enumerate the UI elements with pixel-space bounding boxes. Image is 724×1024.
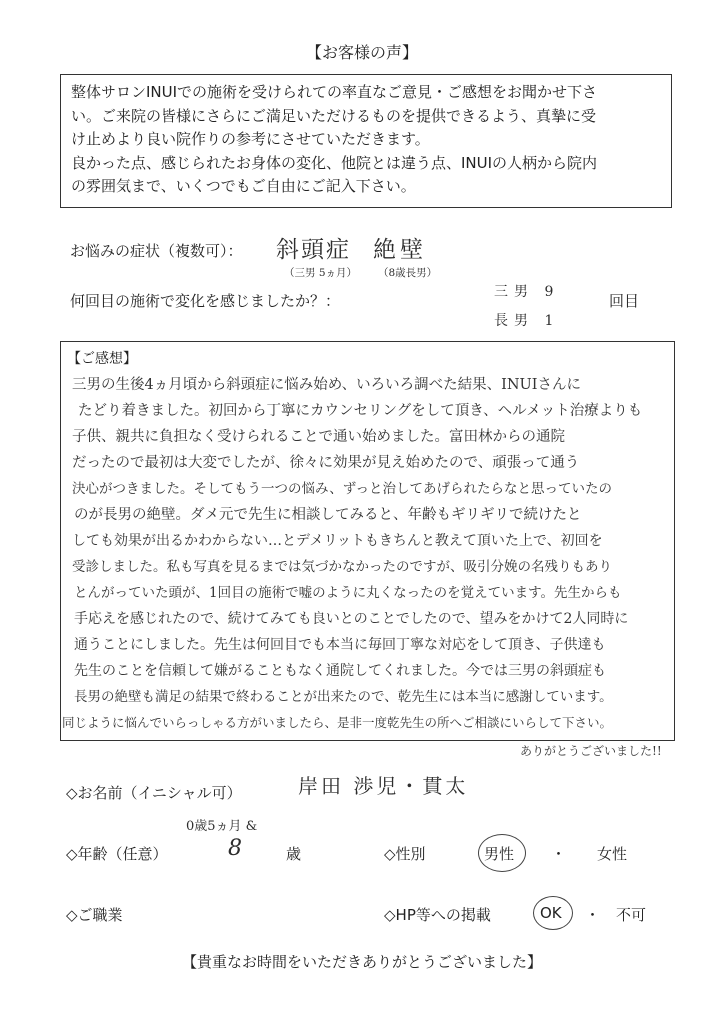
intro-box [60, 74, 672, 208]
age-unit: 歳 [286, 845, 302, 863]
intro-line: い。ご来院の皆様にさらにご満足いただけるものを提供できるよう、真摯に受 [71, 106, 597, 125]
impressions-line: 同じように悩んでいらっしゃる方がいましたら、是非一度乾先生の所へご相談にいらして下さい。 [62, 715, 613, 730]
impressions-line: とんがっていた頭が、1回目の施術で嘘のように丸くなったのを覚えています。先生からも [74, 585, 622, 601]
symptoms-note-1: （三男 5ヵ月） [284, 267, 358, 279]
publish-option-ng[interactable]: 不可 [616, 906, 647, 924]
impressions-line: 三男の生後4ヵ月頃から斜頭症に悩み始め、いろいろ調べた結果、INUIさんに [72, 377, 582, 393]
footer-thanks: 【貴重なお時間をいただきありがとうございました】 [181, 953, 542, 971]
impressions-line: 長男の絶壁も満足の結果で終わることが出来たので、乾先生には本当に感謝しています。 [74, 689, 613, 705]
occupation-label: ◇ご職業 [66, 906, 123, 924]
impressions-line: 子供、親共に負担なく受けられることで通い始めました。富田林からの通院 [72, 429, 565, 445]
intro-line: の雰囲気まで、いくつでもご自由にご記入下さい。 [71, 177, 416, 195]
impressions-line: だったので最初は大変でしたが、徐々に効果が見え始めたので、頑張って通う [72, 455, 580, 471]
publish-option-ok[interactable]: OK [540, 904, 562, 922]
symptoms-note-2: （8歳長男） [378, 267, 438, 279]
publish-separator: ・ [585, 906, 601, 924]
symptoms-answer-2: 絶壁 [373, 237, 427, 263]
impressions-line: たどり着きました。初回から丁寧にカウンセリングをして頂き、ヘルメット治療よりも [78, 403, 643, 419]
sessions-unit: 回目 [609, 292, 640, 310]
intro-line: 良かった点、感じられたお身体の変化、他院とは違う点、INUIの人柄から院内 [71, 153, 598, 172]
publish-label: ◇HP等への掲載 [384, 906, 491, 924]
sessions-answer-2: 長男 1 [494, 313, 560, 329]
impressions-line: 手応えを感じれたので、続けてみても良いとのことでしたので、望みをかけて2人同時に [74, 611, 629, 627]
age-note: 0歳5ヵ月 & [186, 819, 258, 834]
name-answer: 岸田 渉児・貫太 [298, 774, 469, 798]
impressions-line: のが長男の絶壁。ダメ元で先生に相談してみると、年齢もギリギリで続けたと [74, 507, 582, 523]
symptoms-label: お悩みの症状（複数可）： [70, 242, 243, 260]
form-title: 【お客様の声】 [305, 43, 418, 62]
sessions-answer-1: 三男 9 [494, 284, 560, 300]
intro-line: け止めより良い院作りの参考にさせていただきます。 [71, 130, 430, 148]
impressions-line: しても効果が出るかわからない…とデメリットもきちんと教えて頂いた上で、初回を [72, 533, 603, 549]
impressions-line: 受診しました。私も写真を見るまでは気づかなかったのですが、吸引分娩の名残りもあり [72, 559, 612, 575]
sessions-label: 何回目の施術で変化を感じましたか？： [70, 292, 341, 310]
gender-label: ◇性別 [384, 845, 426, 863]
intro-line: 整体サロンINUIでの施術を受けられての率直なご意見・ご感想をお聞かせ下さ [71, 83, 598, 101]
impressions-line: 決心がつきました。そしてもう一つの悩み、ずっと治してあげられたらなと思っていたの [72, 481, 612, 497]
age-answer: 8 [228, 836, 242, 861]
gender-option-male[interactable]: 男性 [484, 845, 515, 863]
gender-option-female[interactable]: 女性 [597, 845, 628, 863]
impressions-line: 通うことにしました。先生は何回目でも本当に毎回丁寧な対応をして頂き、子供達も [74, 637, 606, 653]
gender-separator: ・ [551, 845, 567, 863]
selection-circle [533, 896, 573, 930]
age-label: ◇年齢（任意） [66, 845, 168, 863]
name-label: ◇お名前（イニシャル可） [66, 784, 242, 802]
impressions-closing: ありがとうございました!! [520, 744, 662, 758]
symptoms-answer-1: 斜頭症 [276, 237, 351, 263]
impressions-line: 先生のことを信頼して嫌がることもなく通院してくれました。今では三男の斜頭症も [74, 663, 606, 679]
selection-circle [478, 834, 526, 872]
impressions-label: 【ご感想】 [67, 351, 137, 367]
